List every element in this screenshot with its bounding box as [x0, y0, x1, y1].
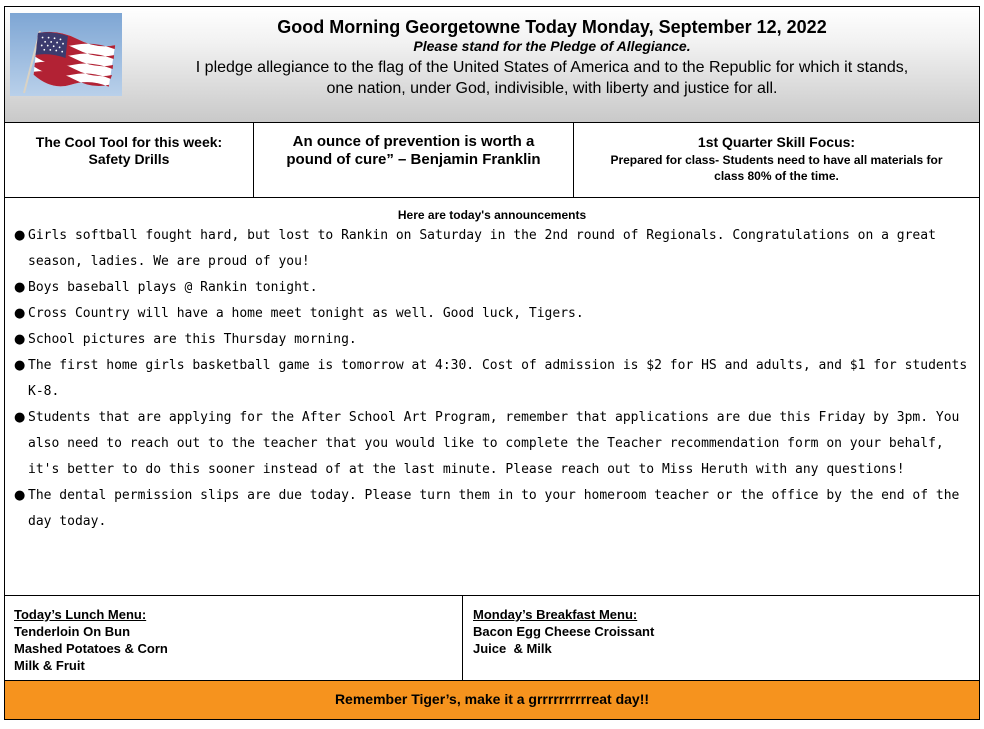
bullet-icon: ●: [14, 488, 26, 503]
info-row: [5, 123, 979, 198]
announcement-text: School pictures are this Thursday morning.: [28, 332, 357, 347]
lunch-item: Milk & Fruit: [14, 658, 85, 673]
breakfast-menu-title: Monday’s Breakfast Menu:: [473, 607, 638, 622]
breakfast-menu: [463, 596, 979, 680]
menu-row: [5, 596, 979, 680]
breakfast-item: Juice & Milk: [473, 641, 552, 656]
list-item: [14, 223, 971, 275]
list-item: [14, 301, 971, 327]
bullet-icon: ●: [14, 358, 26, 373]
announcement-text: Boys baseball plays @ Rankin tonight.: [28, 280, 318, 295]
american-flag-image: [10, 13, 122, 96]
pledge-line-2: one nation, under God, indivisible, with liberty and justice for all.: [326, 80, 778, 97]
bullet-icon: ●: [14, 228, 26, 243]
lunch-menu: [5, 596, 463, 680]
list-item: [14, 327, 971, 353]
announcement-page: [4, 6, 980, 720]
header-banner: [5, 7, 979, 123]
lunch-item: Tenderloin On Bun: [14, 624, 131, 639]
announcement-text: The first home girls basketball game is tomorrow at 4:30. Cost of admission is $2 for HS and adults, and $1 for students K-8.: [28, 358, 968, 399]
list-item: [14, 275, 971, 301]
pledge-text: [125, 57, 979, 99]
skill-focus-cell: [574, 123, 979, 197]
announcement-text: Girls softball fought hard, but lost to Rankin on Saturday in the 2nd round of Regionals. Congratulations on a great season, ladies. We are proud of you!: [28, 228, 936, 269]
page-title: Good Morning Georgetowne Today Monday, September 12, 2022: [277, 17, 827, 37]
quote-cell: [254, 123, 574, 197]
announcement-text: Students that are applying for the After School Art Program, remember that applications are due this Friday by 3pm. You also need to reach out to the teacher that you would like to complete the Teacher recommendation form on your behalf, it's better to do this sooner instead of at the last minute. Please reach out to Miss Heruth with any questions!: [28, 410, 960, 477]
footer-banner: Remember Tiger’s, make it a grrrrrrrrrreat day!!: [5, 680, 979, 719]
quote-line-2: pound of cure” – Benjamin Franklin: [286, 151, 541, 168]
cool-tool-value: Safety Drills: [88, 151, 170, 167]
list-item: [14, 483, 971, 535]
announcements-title: Here are today's announcements: [397, 208, 587, 222]
header-text: [125, 16, 979, 99]
announcement-text: Cross Country will have a home meet tonight as well. Good luck, Tigers.: [28, 306, 584, 321]
skill-focus-title: 1st Quarter Skill Focus:: [697, 134, 856, 150]
bullet-icon: ●: [14, 306, 26, 321]
quote-line-1: An ounce of prevention is worth a: [292, 133, 535, 150]
bullet-icon: ●: [14, 332, 26, 347]
lunch-item: Mashed Potatoes & Corn: [14, 641, 168, 656]
announcement-text: The dental permission slips are due today. Please turn them in to your homeroom teacher or the office by the end of the day today.: [28, 488, 960, 529]
skill-focus-description: Prepared for class- Students need to have all materials for class 80% of the time.: [610, 153, 943, 183]
announcements-list: [5, 223, 979, 535]
bullet-icon: ●: [14, 280, 26, 295]
announcements-section: [5, 198, 979, 596]
bullet-icon: ●: [14, 410, 26, 425]
breakfast-item: Bacon Egg Cheese Croissant: [473, 624, 655, 639]
pledge-line-1: I pledge allegiance to the flag of the United States of America and to the Republic for which it stands,: [195, 59, 909, 76]
pledge-instruction: Please stand for the Pledge of Allegiance.: [413, 38, 691, 54]
list-item: [14, 405, 971, 483]
cool-tool-label: The Cool Tool for this week:: [35, 134, 223, 150]
list-item: [14, 353, 971, 405]
lunch-menu-title: Today’s Lunch Menu:: [14, 607, 147, 622]
cool-tool-cell: [5, 123, 254, 197]
